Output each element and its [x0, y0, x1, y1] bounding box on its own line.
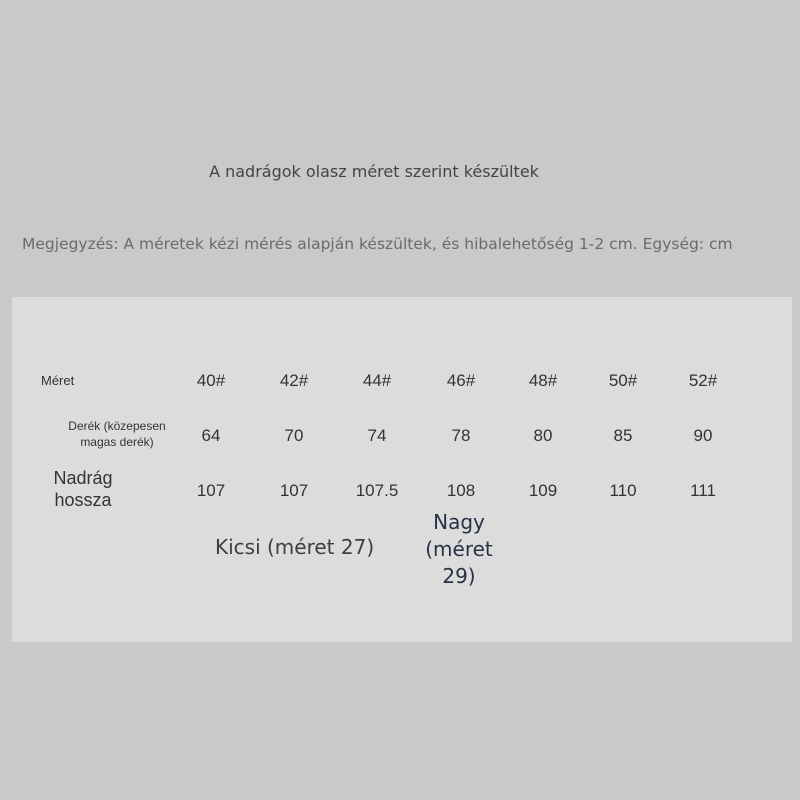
fit-label-small: Kicsi (méret 27)	[215, 535, 375, 559]
waist-cell: 90	[693, 426, 713, 445]
page-title: A nadrágok olasz méret szerint készültek	[209, 162, 539, 181]
waist-cell: 64	[201, 426, 221, 445]
row-label-waist: Derék (közepesen magas derék)	[68, 419, 166, 449]
waist-cell: 85	[613, 426, 633, 445]
length-cell: 111	[690, 481, 716, 500]
waist-cell: 78	[451, 426, 471, 445]
row-label-size: Méret	[41, 373, 75, 388]
length-cell: 110	[609, 481, 637, 500]
size-cell: 40#	[196, 371, 226, 390]
length-cell: 108	[446, 481, 476, 500]
length-cell: 107	[279, 481, 309, 500]
size-cell: 48#	[528, 371, 558, 390]
length-cell: 109	[528, 481, 558, 500]
waist-cell: 70	[284, 426, 304, 445]
row-label-length: Nadrág hossza	[53, 468, 113, 510]
waist-cell: 80	[533, 426, 553, 445]
size-cell: 52#	[688, 371, 718, 390]
size-cell: 42#	[279, 371, 309, 390]
size-table-panel	[12, 297, 792, 642]
measurement-note: Megjegyzés: A méretek kézi mérés alapján készültek, és hibalehetőség 1-2 cm. Egység: cm	[22, 235, 733, 253]
size-cell: 44#	[362, 371, 392, 390]
fit-label-large: Nagy (méret 29)	[425, 510, 493, 588]
waist-cell: 74	[367, 426, 387, 445]
length-cell: 107	[196, 481, 226, 500]
size-cell: 46#	[446, 371, 476, 390]
size-cell: 50#	[608, 371, 638, 390]
length-cell: 107.5	[355, 481, 399, 500]
